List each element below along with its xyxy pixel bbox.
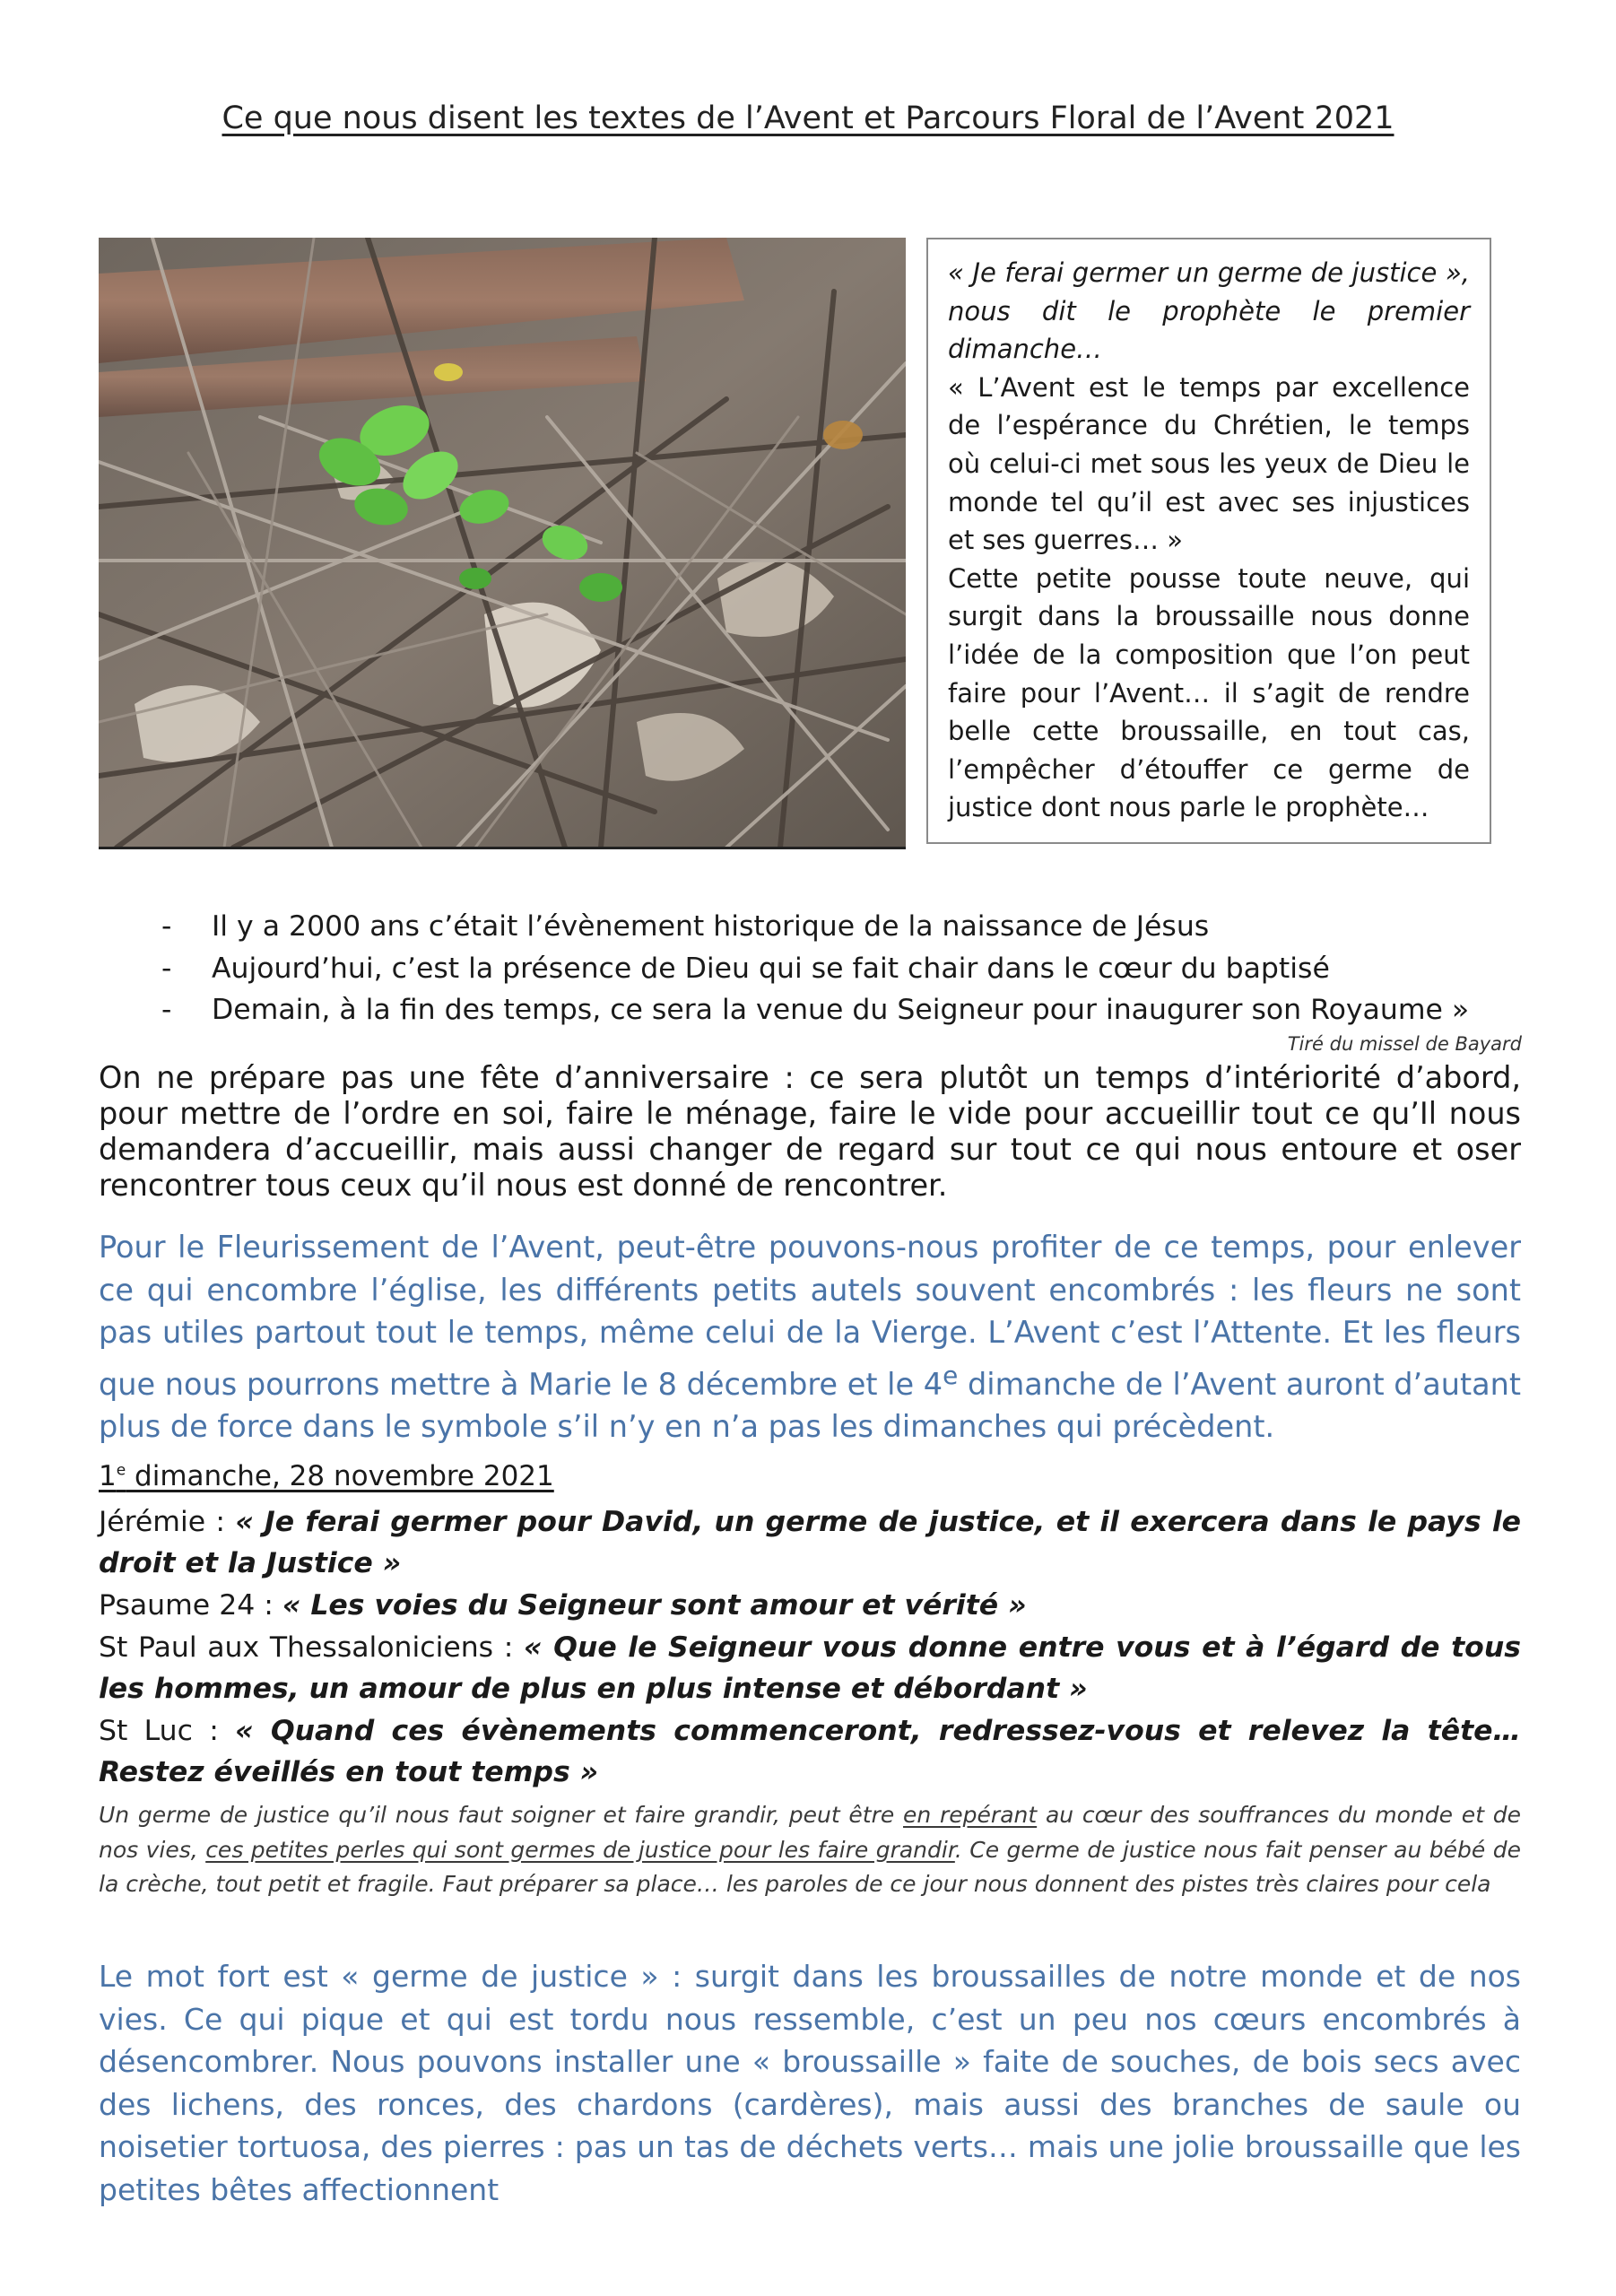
- bullet-list: [161, 906, 1533, 1031]
- commentary-paragraph: [99, 1798, 1521, 1902]
- sunday-heading: [99, 1460, 554, 1492]
- commentary-text-a: Un germe de justice qu’il nous faut soigner et faire grandir, peut être: [99, 1802, 904, 1828]
- reading-label: Jérémie :: [99, 1506, 236, 1538]
- flowering-text-a: Pour le Fleurissement de l’Avent, peut-être pouvons-nous profiter de ce temps, pour enlever ce qui encombre l’église, les différents petits autels souvent encombrés : les fleurs ne sont pas utiles partout tout le temps, même celui de la Vierge. L’Avent c’est l’Attente. Et les fleurs que nous pourrons mettre à Marie le 8 décembre et le 4: [99, 1230, 1521, 1402]
- bullet-marker: -: [161, 910, 172, 943]
- reading-text: « Je ferai germer pour David, un germe de justice, et il exercera dans le pays le droit et la Justice »: [99, 1506, 1521, 1579]
- sunday-date: dimanche, 28 novembre 2021: [126, 1460, 554, 1492]
- commentary-underline-2: ces petites perles qui sont germes de justice pour les faire grandir: [205, 1836, 955, 1863]
- bullet-marker: -: [161, 952, 172, 985]
- reading-st-luc: [99, 1710, 1521, 1793]
- ordinal-suffix: e: [116, 1461, 126, 1480]
- photo-underline: [99, 847, 906, 849]
- reading-label: St Luc :: [99, 1715, 236, 1747]
- bullet-text: Demain, à la fin des temps, ce sera la venue du Seigneur pour inaugurer son Royaume »: [212, 994, 1470, 1026]
- ordinal-suffix: e: [943, 1360, 959, 1390]
- bullet-item: [161, 948, 1533, 990]
- quote-box: [926, 238, 1491, 844]
- commentary-text-c: . Ce germe de justice nous fait penser au bébé de la crèche, tout petit et fragile. Faut préparer sa place… les paroles de ce jour nous donnent des pistes très claires pour cela: [99, 1836, 1521, 1897]
- reading-text: « Les voies du Seigneur sont amour et vérité »: [282, 1589, 1027, 1622]
- source-credit: Tiré du missel de Bayard: [1287, 1033, 1522, 1055]
- reading-jeremie: [99, 1501, 1521, 1584]
- quote-prophet: « Je ferai germer un germe de justice », nous dit le prophète le premier dimanche…: [948, 257, 1470, 365]
- bullet-text: Aujourd’hui, c’est la présence de Dieu qui se fait chair dans le cœur du baptisé: [212, 952, 1330, 985]
- reading-text: « Que le Seigneur vous donne entre vous et à l’égard de tous les hommes, un amour de plus en plus intense et débordant »: [99, 1631, 1522, 1705]
- page-title: Ce que nous disent les textes de l’Avent et Parcours Floral de l’Avent 2021: [222, 100, 1394, 136]
- bullet-text: Il y a 2000 ans c’était l’évènement historique de la naissance de Jésus: [212, 910, 1210, 943]
- flowering-text-b: dimanche de l’Avent auront d’autant plus de force dans le symbole s’il n’y en n’a pas les dimanches qui précèdent.: [99, 1366, 1521, 1445]
- commentary-text-b: au cœur des souffrances du monde et de nos vies,: [99, 1802, 1522, 1863]
- commentary-underline-1: en repérant: [903, 1802, 1038, 1828]
- brushwood-seedling-image: [99, 238, 906, 848]
- reading-psaume: [99, 1585, 1521, 1626]
- reading-st-paul: [99, 1627, 1521, 1709]
- reading-label: Psaume 24 :: [99, 1589, 282, 1622]
- quote-missal: « L’Avent est le temps par excellence de l’espérance du Chrétien, le temps où celui-ci met sous les yeux de Dieu le monde tel qu’il est avec ses injustices et ses guerres… »: [948, 371, 1470, 556]
- sunday-number: 1: [99, 1460, 117, 1492]
- flowering-paragraph: [99, 1226, 1521, 1448]
- composition-paragraph: Le mot fort est « germe de justice » : surgit dans les broussailles de notre monde et de nos vies. Ce qui pique et qui est tordu nous ressemble, c’est un peu nos cœurs encombrés à désencombrer. Nous pouvons installer une « broussaille » faite de souches, de bois secs avec des lichens, des ronces, des chardons (cardères), mais aussi des branches de saule ou noisetier tortuosa, des pierres : pas un tas de déchets verts… mais une jolie broussaille que les petites bêtes affectionnent: [99, 1959, 1521, 2207]
- bullet-item: [161, 989, 1533, 1031]
- quote-explanation: Cette petite pousse toute neuve, qui surgit dans la broussaille nous donne l’idée de la composition que l’on peut faire pour l’Avent… il s’agit de rendre belle cette broussaille, en tout cas, l’empêcher d’étouffer ce germe de justice dont nous parle le prophète…: [948, 562, 1470, 823]
- brushwood-photo: [99, 238, 906, 848]
- reading-label: St Paul aux Thessaloniciens :: [99, 1631, 525, 1664]
- bullet-marker: -: [161, 994, 172, 1026]
- intro-paragraph: On ne prépare pas une fête d’anniversaire : ce sera plutôt un temps d’intériorité d’abord, pour mettre de l’ordre en soi, faire le ménage, faire le vide pour accueillir tout ce qu’Il nous demandera d’accueillir, mais aussi changer de regard sur tout ce qui nous entoure et oser rencontrer tous ceux qu’il nous est donné de rencontrer.: [99, 1060, 1521, 1203]
- bullet-item: [161, 906, 1533, 948]
- reading-text: « Quand ces évènements commenceront, redressez-vous et relevez la tête… Restez éveillés en tout temps »: [99, 1715, 1521, 1788]
